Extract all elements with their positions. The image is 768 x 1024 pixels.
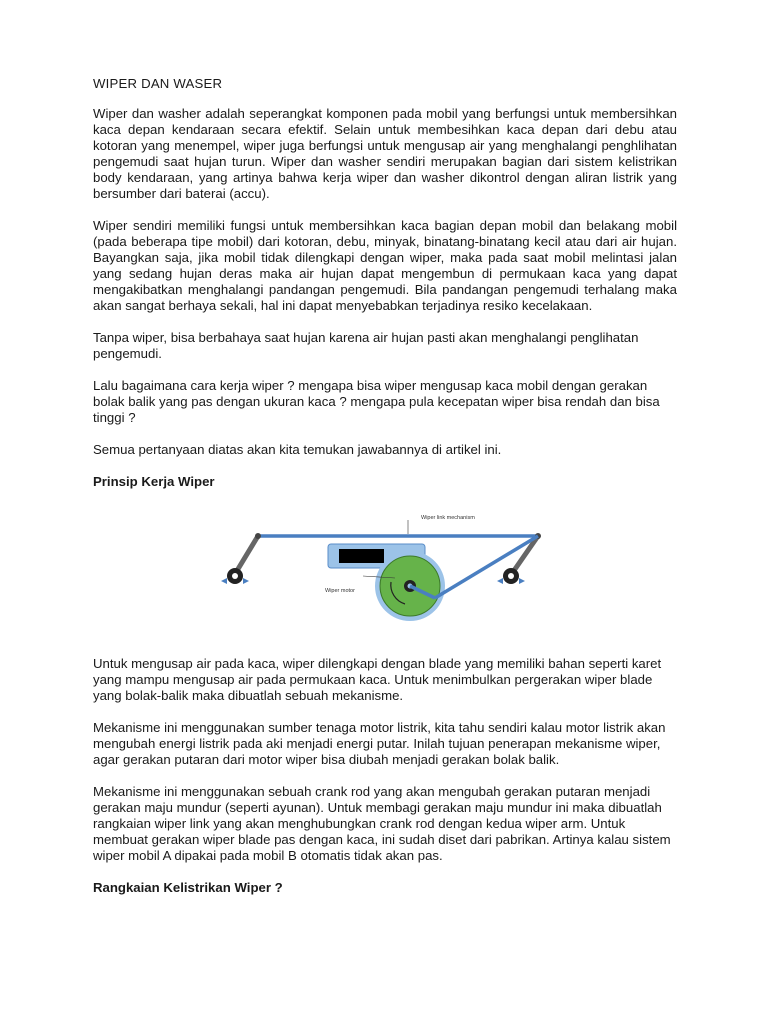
label-wiper-motor: Wiper motor bbox=[325, 588, 355, 594]
paragraph-blade: Untuk mengusap air pada kaca, wiper dilengkapi dengan blade yang memiliki bahan seperti karet yang mampu mengusap air pada permukaan kaca. Untuk menimbulkan pergerakan wiper blade yang bolak-balik maka dibuatlah sebuah mekanisme. bbox=[93, 656, 662, 703]
paragraph-wiper-function: Wiper sendiri memiliki fungsi untuk membersihkan kaca bagian depan mobil dan belakang mobil (pada beberapa tipe mobil) dari kotoran, debu, minyak, binatang-binatang kecil atau dari air hujan. Bayangkan saja, jika mobil tidak dilengkapi dengan wiper, maka pada saat mobil melintasi jalan yang sedang hujan deras maka air hujan dapat mengembun di permukaan kaca yang dapat mengakibatkan menghalangi pandangan pengemudi. Bila pandangan pengemudi terhalang maka akan sangat berhaya sekali, hal ini dapat menyebabkan terjadinya resiko kecelakaan. bbox=[93, 218, 677, 313]
right-pivot-center bbox=[508, 573, 514, 579]
document-title: WIPER DAN WASER bbox=[93, 76, 223, 91]
right-wiper-arm bbox=[513, 536, 538, 572]
left-pivot-center bbox=[232, 573, 238, 579]
paragraph-intro: Wiper dan washer adalah seperangkat komponen pada mobil yang berfungsi untuk membersihkan kaca depan kendaraan secara efektif. Selain untuk membesihkan kaca depan dari debu atau kotoran yang menempel, wiper juga berfungsi untuk mengusap air yang menghalangi penghlihatan pengemudi saat hujan turun. Wiper dan washer sendiri merupakan bagian dari sistem kelistrikan body kendaraan, yang artinya bahwa kerja wiper dan washer dikontrol dengan aliran listrik yang bersumber dari baterai (accu). bbox=[93, 106, 677, 201]
crank-rod bbox=[435, 536, 538, 598]
right-swing-arrow-left bbox=[497, 578, 503, 584]
left-link-pivot bbox=[255, 533, 261, 539]
section-heading-prinsip-kerja: Prinsip Kerja Wiper bbox=[93, 474, 215, 489]
paragraph-answers: Semua pertanyaan diatas akan kita temukan jawabannya di artikel ini. bbox=[93, 442, 502, 457]
left-swing-arrow-right bbox=[243, 578, 249, 584]
label-wiper-link: Wiper link mechanism bbox=[421, 515, 475, 521]
wiper-mechanism-figure bbox=[93, 506, 677, 634]
document-page bbox=[93, 76, 677, 912]
paragraph-danger: Tanpa wiper, bisa berbahaya saat hujan karena air hujan pasti akan menghalangi penglihatan pengemudi. bbox=[93, 330, 639, 361]
left-wiper-arm bbox=[235, 536, 258, 574]
left-swing-arrow-left bbox=[221, 578, 227, 584]
paragraph-crank-rod: Mekanisme ini menggunakan sebuah crank rod yang akan mengubah gerakan putaran menjadi gerakan maju mundur (seperti ayunan). Untuk membagi gerakan maju mundur ini maka dibuatlah rangkaian wiper link yang akan menghubungkan crank rod dengan kedua wiper arm. Untuk membuat gerakan wiper blade pas dengan kaca, ini sudah diset dari pabrikan. Artinya kalau sistem wiper mobil A dipakai pada mobil B otomatis tidak akan pas. bbox=[93, 784, 671, 863]
wiper-mechanism-diagram bbox=[213, 506, 553, 634]
paragraph-questions: Lalu bagaimana cara kerja wiper ? mengapa bisa wiper mengusap kaca mobil dengan gerakan bolak balik yang pas dengan ukuran kaca ? mengapa pula kecepatan wiper bisa rendah dan bisa tinggi ? bbox=[93, 378, 660, 425]
right-swing-arrow-right bbox=[519, 578, 525, 584]
motor-body bbox=[339, 549, 384, 563]
paragraph-motor: Mekanisme ini menggunakan sumber tenaga motor listrik, kita tahu sendiri kalau motor listrik akan mengubah energi listrik pada aki menjadi energi putar. Inilah tujuan penerapan mekanisme wiper, agar gerakan putaran dari motor wiper bisa diubah menjadi gerakan bolak balik. bbox=[93, 720, 666, 767]
section-heading-rangkaian: Rangkaian Kelistrikan Wiper ? bbox=[93, 880, 283, 895]
